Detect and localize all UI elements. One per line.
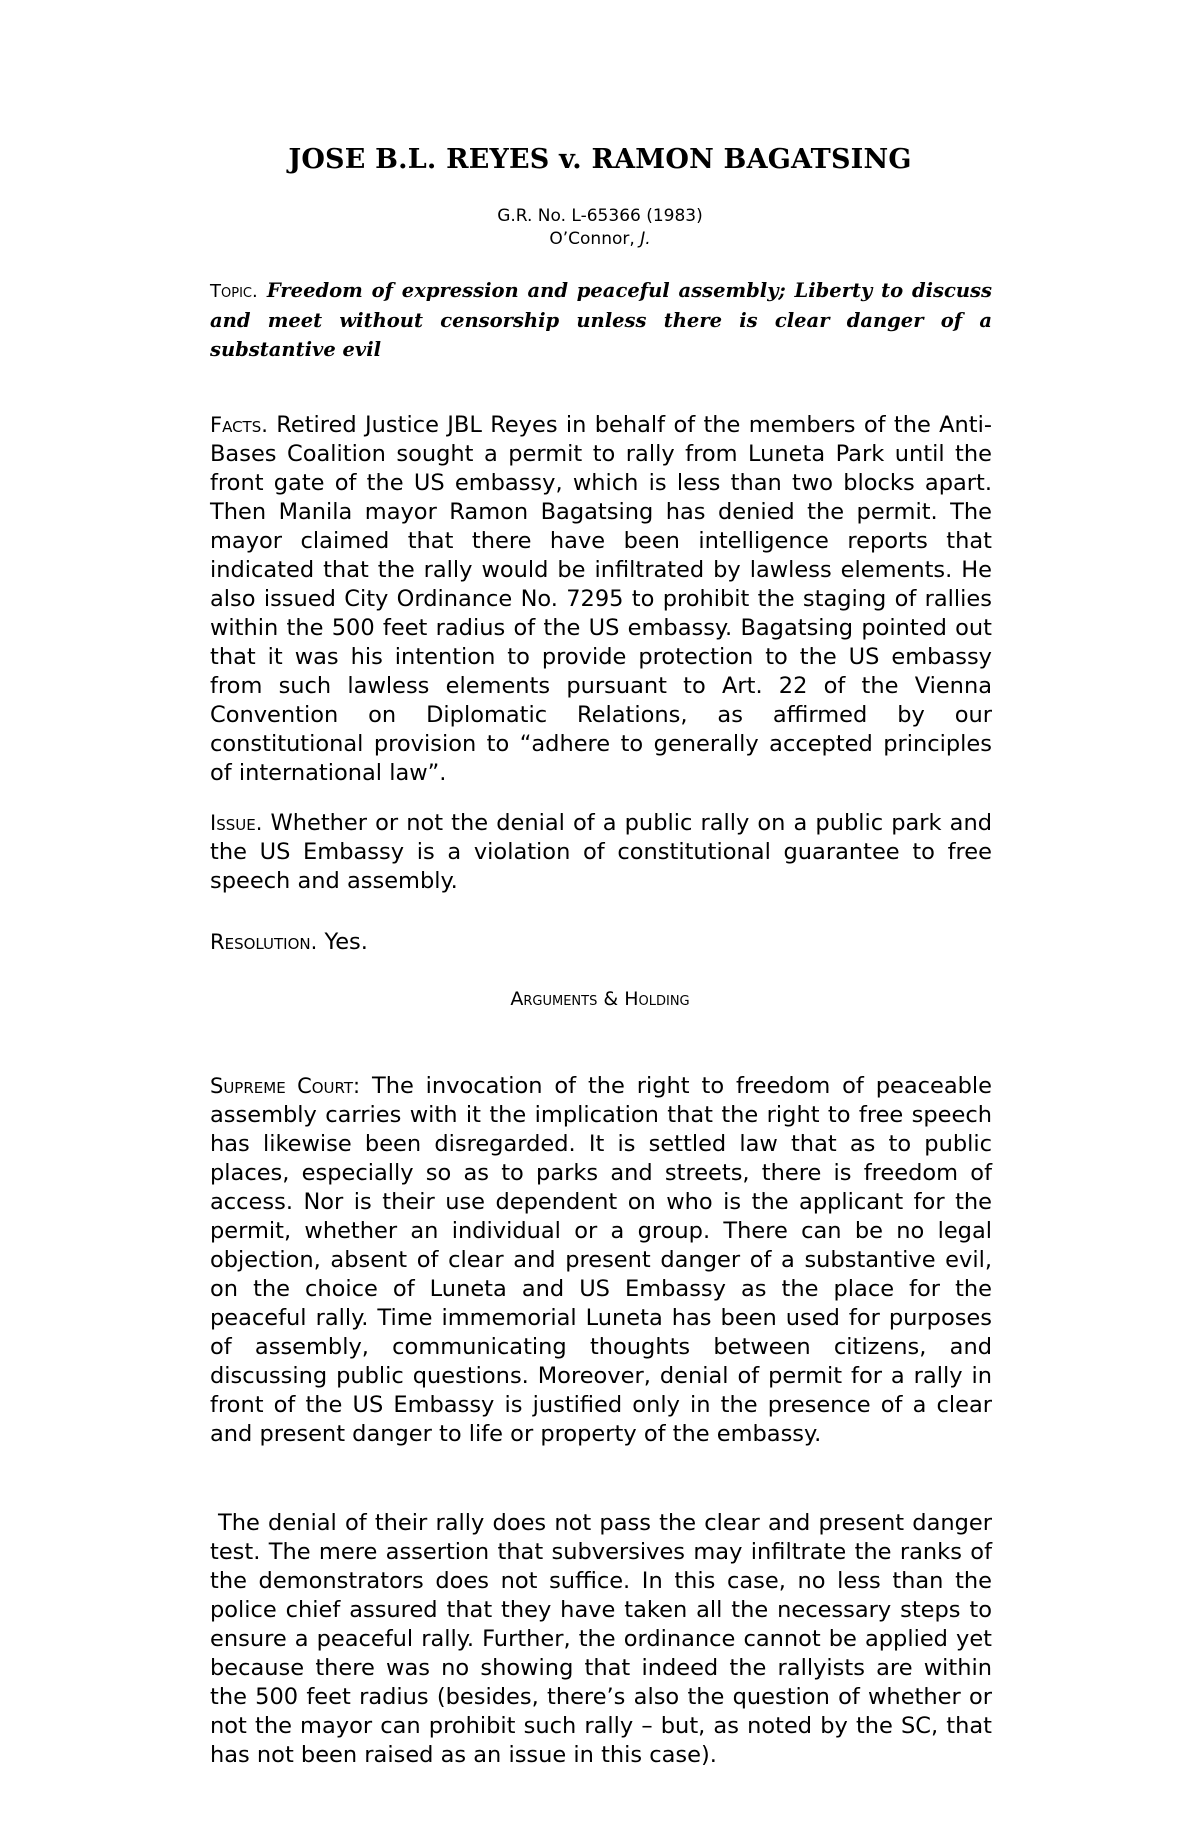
supreme-court-section [210,1072,992,1449]
facts-section [210,411,992,788]
case-judge [0,229,1200,249]
topic-section [210,276,992,364]
resolution-text: Yes. [324,929,368,955]
topic-text: Freedom of expression and peaceful assembly; Liberty to discuss and meet without censorship unless there is clear danger of a substantive evil [210,279,992,361]
paragraph-2-text: The denial of their rally does not pass the clear and present danger test. The mere assertion that subversives may infiltrate the ranks of the demonstrators does not suffice. In this case, no less than the police chief assured that they have taken all the necessary steps to ensure a peaceful rally. Further, the ordinance cannot be applied yet because there was no showing that indeed the rallyists are within the 500 feet radius (besides, there’s also the question of whether or not the mayor can prohibit such rally – but, as noted by the SC, that has not been raised as an issue in this case). [210,1510,992,1768]
facts-label: Facts. [210,413,268,437]
issue-section [210,809,992,896]
paragraph-2 [210,1509,992,1770]
supreme-court-text: The invocation of the right to freedom of peaceable assembly carries with it the implication that the right to free speech has likewise been disregarded. It is settled law that as to public places, especially so as to parks and streets, there is freedom of access. Nor is their use dependent on who is the applicant for the permit, whether an individual or a group. There can be no legal objection, absent of clear and present danger of a substantive evil, on the choice of Luneta and US Embassy as the place for the peaceful rally. Time immemorial Luneta has been used for purposes of assembly, communicating thoughts between citizens, and discussing public questions. Moreover, denial of permit for a rally in front of the US Embassy is justified only in the presence of a clear and present danger to life or property of the embassy. [210,1073,992,1447]
facts-text: Retired Justice JBL Reyes in behalf of the members of the Anti- Bases Coalition sought a permit to rally from Luneta Park until the front gate of the US embassy, which is less than two blocks apart. Then Manila mayor Ramon Bagatsing has denied the permit. The mayor claimed that there have been intelligence reports that indicated that the rally would be infiltrated by lawless elements. He also issued City Ordinance No. 7295 to prohibit the staging of rallies within the 500 feet radius of the US embassy. Bagatsing pointed out that it was his intention to provide protection to the US embassy from such lawless elements pursuant to Art. 22 of the Vienna Convention on Diplomatic Relations, as affirmed by our constitutional provision to “adhere to generally accepted principles of international law”. [210,412,992,786]
issue-text: Whether or not the denial of a public rally on a public park and the US Embassy is a violation of constitutional guarantee to free speech and assembly. [210,810,992,894]
supreme-court-label: Supreme Court: [210,1074,361,1098]
resolution-label: Resolution. [210,930,318,954]
resolution-section [210,928,992,957]
case-title: JOSE B.L. REYES v. RAMON BAGATSING [288,144,912,175]
topic-label: Topic. [210,281,258,302]
judge-suffix: J. [640,229,651,249]
issue-label: Issue. [210,811,263,835]
case-gr-number: G.R. No. L-65366 (1983) [497,206,703,226]
section-heading: Arguments & Holding [510,988,690,1010]
judge-name: O’Connor, [549,229,635,249]
